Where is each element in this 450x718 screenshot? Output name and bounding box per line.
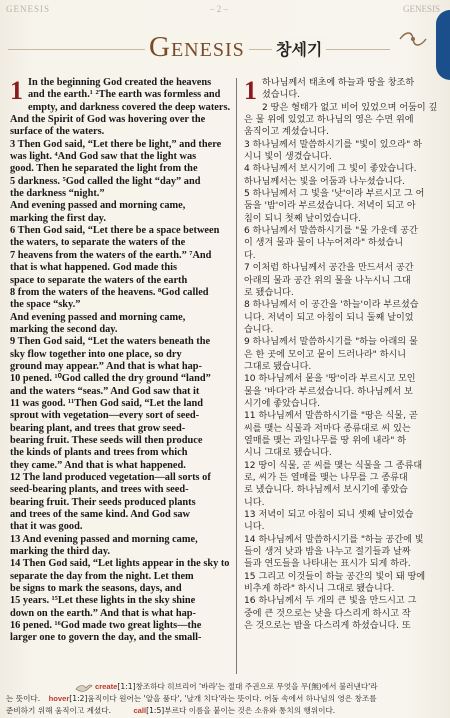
korean-verse-line: 2 땅은 형태가 없고 비어 있었으며 어둠이 깊 bbox=[262, 102, 438, 113]
english-verse-line: surface of the waters. bbox=[10, 126, 105, 138]
note-create-text: [1:1]창조하다 히브리어 '바라'는 절대 주권으로 무엇을 무(無)에서 불러낸다'라 bbox=[117, 682, 378, 691]
header-page-number: – 2 – bbox=[210, 4, 228, 14]
english-verse-line: sprout with vegetation—every sort of seed- bbox=[10, 410, 200, 422]
english-verse-line: seed-bearing plants, and trees with seed- bbox=[10, 484, 189, 496]
book-title-english: Genesis bbox=[145, 31, 249, 64]
english-verse-line: 3 Then God said, “Let there be light,” and there bbox=[10, 138, 222, 150]
note-hover bbox=[6, 693, 377, 704]
korean-verse-line: 그대로 됐습니다. bbox=[244, 361, 312, 372]
english-verse-line: And evening passed and morning came, bbox=[10, 311, 186, 323]
english-verse-line: be signs to mark the seasons, days, and bbox=[10, 583, 182, 595]
english-verse-line: the waters, to separate the waters of the bbox=[10, 237, 186, 249]
english-verse-line: and trees of the same kind. And God saw bbox=[10, 509, 190, 521]
korean-verse-line: 시니 그대로 됐습니다. bbox=[244, 448, 332, 459]
korean-verse-line: 씨를 맺는 식물과 저마다 종류대로 씨 있는 bbox=[244, 423, 411, 434]
note-call-text: [1:5]부르다 이름을 붙이는 것은 소유와 통치의 행위이다. bbox=[146, 706, 336, 715]
korean-verse-line: 니다. bbox=[244, 497, 265, 508]
korean-verse-line: 로 됐습니다. bbox=[244, 287, 294, 298]
note-call-keyword: call bbox=[133, 706, 147, 715]
korean-verse-line: 습니다. bbox=[244, 324, 274, 335]
english-verse-line: and the waters “seas.” And God saw that it bbox=[10, 385, 200, 397]
english-verse-line: 5 darkness. ⁵God called the light “day” and bbox=[10, 175, 201, 187]
korean-verse-line: 다. bbox=[244, 250, 256, 261]
english-verse-line: that is what happened. God made this bbox=[10, 262, 177, 274]
korean-verse-line: 14 하나님께서 말씀하시기를 "하늘 공간에 빛 bbox=[244, 534, 424, 545]
korean-verse-line: 니다. 저녁이 되고 아침이 되니 둘째 날이었 bbox=[244, 312, 414, 323]
korean-verse-line: 움직이고 계셨습니다. bbox=[244, 127, 329, 138]
korean-verse-line: 3 하나님께서 말씀하시기를 "빛이 있으라" 하 bbox=[244, 139, 422, 150]
english-verse-line: 15 years. ¹⁵Let these lights in the sky shine bbox=[10, 595, 196, 607]
korean-verse-line: 7 이처럼 하나님께서 공간을 만드셔서 공간 bbox=[244, 263, 414, 274]
english-verse-line: and the earth.¹ ²The earth was formless and bbox=[28, 89, 221, 101]
korean-verse-line: 10 하나님께서 뭍을 '땅'이라 부르시고 모인 bbox=[244, 374, 416, 385]
english-verse-line: empty, and darkness covered the deep waters. bbox=[28, 101, 231, 113]
korean-verse-line: 하나님께서 태초에 하늘과 땅을 창조하 bbox=[262, 78, 415, 88]
korean-verse-line: 시기에 좋았습니다. bbox=[244, 398, 321, 409]
english-verse-line: And the Spirit of God was hovering over the bbox=[10, 114, 206, 126]
ornament-icon bbox=[398, 30, 428, 48]
english-verse-line: marking the second day. bbox=[10, 323, 118, 335]
header-left: GENESIS bbox=[6, 4, 51, 14]
korean-verse-line: 8 하나님께서 이 공간을 '하늘'이라 부르셨습 bbox=[244, 300, 419, 311]
english-verse-line: space to separate the waters of the earth bbox=[10, 274, 188, 286]
note-hover-keyword: hover bbox=[48, 694, 70, 703]
korean-verse-line: 9 하나님께서 말씀하시기를 "하늘 아래의 물 bbox=[244, 337, 418, 348]
english-verse-line: bearing fruit. Their seeds produced plants bbox=[10, 496, 196, 508]
note-hover-cont: 준비하기 위해 움직이고 계셨다. bbox=[6, 706, 112, 715]
korean-verse-line: 셨습니다. bbox=[262, 90, 301, 101]
english-verse-line: 13 And evening passed and morning came, bbox=[10, 533, 198, 545]
english-verse-line: 8 from the waters of the heavens. ⁸God called bbox=[10, 286, 209, 298]
english-verse-line: was light. ⁴And God saw that the light was bbox=[10, 151, 197, 163]
english-verse-line: down on the earth.” And that is what hap- bbox=[10, 607, 196, 619]
korean-verse-line: 열매를 맺는 과일나무를 땅 위에 내라" 하 bbox=[244, 435, 407, 446]
korean-verse-line: 5 하나님께서 그 빛을 '낮'이라 부르시고 그 어 bbox=[244, 189, 425, 200]
note-create-keyword: create bbox=[95, 682, 118, 691]
english-verse-line: 9 Then God said, “Let the waters beneath the bbox=[10, 336, 211, 348]
header-right: GENESIS bbox=[402, 4, 440, 14]
english-verse-line: they came.” And that is what happened. bbox=[10, 459, 186, 471]
korean-verse-line: 침이 되니 첫째 날이었습니다. bbox=[244, 213, 361, 224]
english-verse-line: marking the third day. bbox=[10, 546, 111, 558]
korean-chapter-number: 1 bbox=[244, 76, 257, 105]
korean-verse-line: 로 냈습니다. 하나님께서 보시기에 좋았습 bbox=[244, 485, 408, 496]
english-verse-line: the space “sky.” bbox=[10, 299, 81, 311]
english-verse-line: 7 heavens from the waters of the earth.” ⁷And bbox=[10, 249, 212, 261]
korean-verse-line: 이 생겨 물과 물이 나누어져라" 하셨습니 bbox=[244, 238, 404, 249]
korean-verse-line: 15 그리고 이것들이 하늘 공간의 빛이 돼 땅에 bbox=[244, 571, 426, 582]
english-verse-line: bearing fruit. These seeds will then produce bbox=[10, 434, 203, 446]
korean-verse-line: 아래의 물과 공간 위의 물을 나누시니 그대 bbox=[244, 275, 411, 286]
english-chapter-number: 1 bbox=[10, 76, 23, 105]
book-title-korean: 창세기 bbox=[272, 37, 326, 60]
english-verse-line: that it was good. bbox=[10, 521, 83, 533]
korean-verse-line: 4 하나님께서 보시기에 그 빛이 좋았습니다. bbox=[244, 164, 417, 175]
english-verse-line: In the beginning God created the heavens bbox=[28, 77, 212, 88]
english-verse-line: 10 pened. ¹⁰God called the dry ground “land” bbox=[10, 373, 211, 385]
english-verse-line: 6 Then God said, “Let there be a space between bbox=[10, 225, 220, 237]
korean-verse-line: 은 것으로는 밤을 다스리게 하셨습니다. 또 bbox=[244, 621, 411, 632]
study-notes-footer bbox=[0, 680, 450, 718]
korean-verse-line: 은 한 곳에 모이고 뭍이 드러나라" 하시니 bbox=[244, 349, 407, 360]
note-hover-text: [1:2]움직이다 원어는 '알을 품다', '날개 치다'라는 뜻이다. 어둠 속에서 하나님의 영은 창조를 bbox=[69, 694, 377, 703]
english-text-column bbox=[10, 77, 232, 645]
running-header bbox=[0, 0, 450, 22]
column-divider bbox=[236, 78, 237, 674]
korean-verse-line: 물을 '바다'라 부르셨습니다. 하나님께서 보 bbox=[244, 386, 413, 397]
english-verse-line: 12 The land produced vegetation—all sorts of bbox=[10, 472, 211, 483]
english-verse-line: And evening passed and morning came, bbox=[10, 200, 186, 212]
korean-verse-line: 들과 연도들을 나타내는 표시가 되게 하라. bbox=[244, 559, 411, 570]
korean-verse-line: 들이 생겨 낮과 밤을 나누고 절기들과 날짜 bbox=[244, 547, 411, 558]
korean-verse-line: 시니 빛이 생겼습니다. bbox=[244, 152, 332, 163]
korean-verse-line: 13 저녁이 되고 아침이 되니 셋째 날이었습 bbox=[244, 510, 414, 521]
note-create bbox=[95, 681, 378, 692]
korean-verse-line: 하나님께서는 빛을 어둠과 나누셨습니다. bbox=[244, 176, 405, 187]
book-title-bar bbox=[0, 27, 450, 67]
english-verse-line: separate the day from the night. Let them bbox=[10, 570, 194, 582]
korean-text-column bbox=[244, 77, 444, 632]
english-verse-line: larger one to govern the day, and the small- bbox=[10, 632, 202, 644]
english-verse-line: the darkness “night.” bbox=[10, 188, 105, 200]
note-call bbox=[6, 705, 335, 716]
english-verse-line: 11 was good. ¹¹Then God said, “Let the land bbox=[10, 397, 204, 409]
korean-verse-line: 니다. bbox=[244, 522, 265, 533]
korean-verse-line: 16 하나님께서 두 개의 큰 빛을 만드시고 그 bbox=[244, 596, 417, 607]
korean-verse-line: 6 하나님께서 말씀하시기를 "물 가운데 공간 bbox=[244, 226, 418, 237]
english-verse-line: good. Then he separated the light from the bbox=[10, 163, 198, 175]
english-verse-line: 16 pened. ¹⁶God made two great lights—the bbox=[10, 620, 202, 632]
english-verse-line: sky flow together into one place, so dry bbox=[10, 348, 182, 360]
korean-verse-line: 은 물 위에 있었고 하나님의 영은 수면 위에 bbox=[244, 115, 414, 126]
korean-verse-line: 비추게 하라" 하시니 그대로 됐습니다. bbox=[244, 584, 395, 595]
korean-verse-line: 중에 큰 것으로는 낮을 다스리게 하시고 작 bbox=[244, 608, 411, 619]
english-verse-line: ground may appear.” And that is what hap- bbox=[10, 360, 202, 372]
korean-verse-line: 로, 씨가 든 열매를 맺는 나무를 그 종류대 bbox=[244, 473, 408, 483]
english-verse-line: bearing plant, and trees that grow seed- bbox=[10, 422, 186, 434]
english-verse-line: 14 Then God said, “Let lights appear in the sky to bbox=[10, 558, 230, 570]
english-verse-line: the kinds of plants and trees from which bbox=[10, 447, 188, 459]
korean-verse-line: 11 하나님께서 말씀하시기를 "땅은 식물, 곧 bbox=[244, 411, 418, 422]
english-verse-line: marking the first day. bbox=[10, 212, 106, 224]
korean-verse-line: 12 땅이 식물, 곧 씨를 맺는 식물을 그 종류대 bbox=[244, 460, 423, 471]
note-create-cont: 는 뜻이다. bbox=[6, 694, 41, 703]
korean-verse-line: 둠을 '밤'이라 부르셨습니다. 저녁이 되고 아 bbox=[244, 201, 416, 212]
